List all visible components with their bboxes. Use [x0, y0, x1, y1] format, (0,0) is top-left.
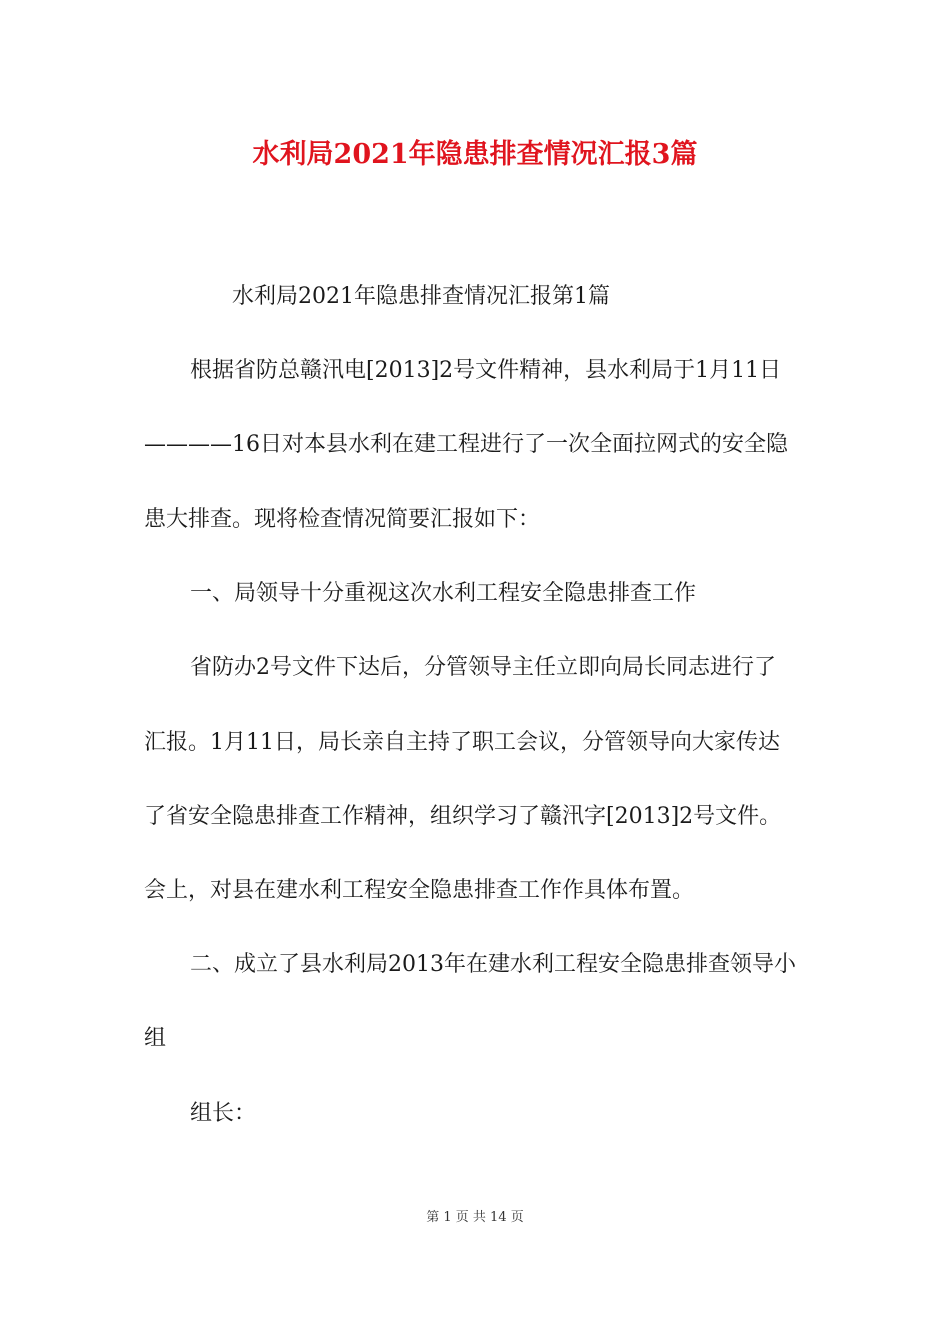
- paragraph-line: 了省安全隐患排查工作精神，组织学习了赣汛字[2013]2号文件。: [144, 804, 782, 829]
- paragraph-line: 一、局领导十分重视这次水利工程安全隐患排查工作: [190, 581, 697, 606]
- paragraph-line: 组长：: [190, 1101, 257, 1126]
- paragraph-line: 根据省防总赣汛电[2013]2号文件精神，县水利局于1月11日: [190, 358, 782, 383]
- document-title: 水利局2021年隐患排查情况汇报3篇: [252, 139, 698, 170]
- section-heading: 水利局2021年隐患排查情况汇报第1篇: [232, 284, 610, 309]
- paragraph-line: 组: [144, 1026, 167, 1051]
- paragraph-line: 会上，对县在建水利工程安全隐患排查工作作具体布置。: [144, 878, 695, 903]
- paragraph-line: 二、成立了县水利局2013年在建水利工程安全隐患排查领导小: [190, 952, 796, 977]
- page-footer: 第 1 页 共 14 页: [426, 1210, 524, 1225]
- paragraph-line: 汇报。1月11日，局长亲自主持了职工会议，分管领导向大家传达: [144, 730, 780, 755]
- paragraph-line: 患大排查。现将检查情况简要汇报如下：: [144, 507, 541, 532]
- paragraph-line: 省防办2号文件下达后，分管领导主任立即向局长同志进行了: [190, 655, 776, 680]
- paragraph-line: ————16日对本县水利在建工程进行了一次全面拉网式的安全隐: [144, 432, 788, 457]
